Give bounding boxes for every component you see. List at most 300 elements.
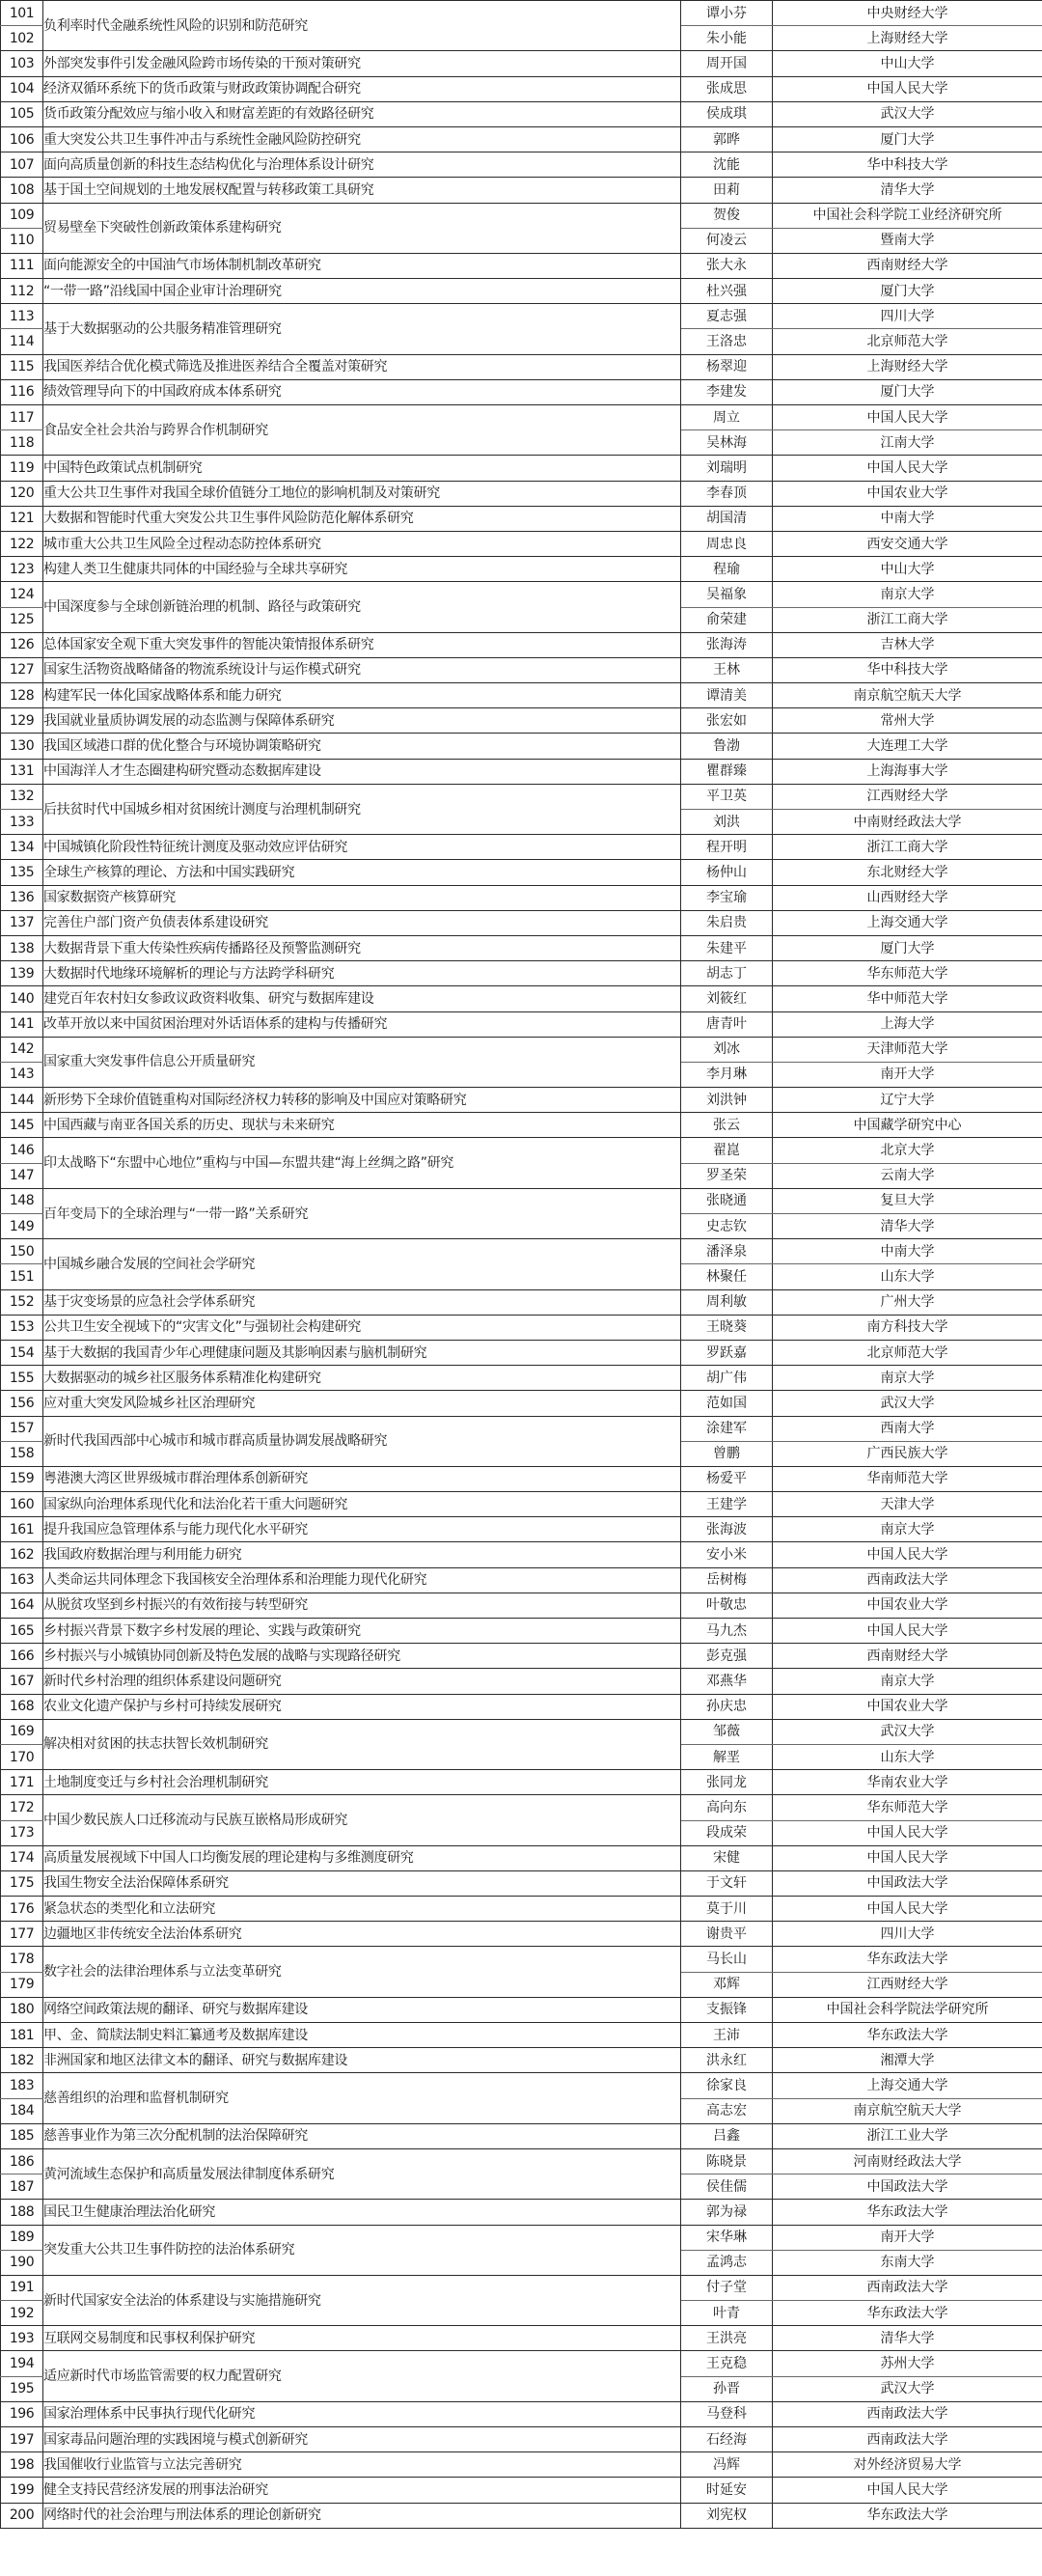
institution: 西南财经大学	[773, 1644, 1042, 1669]
table-row	[1, 2200, 1042, 2225]
institution: 浙江工商大学	[773, 607, 1042, 632]
principal-investigator: 付子堂	[681, 2275, 773, 2300]
institution: 中国人民大学	[773, 1619, 1042, 1644]
row-number: 106	[1, 126, 43, 152]
institution: 南方科技大学	[773, 1315, 1042, 1340]
institution: 华东政法大学	[773, 2301, 1042, 2326]
table-row	[1, 2503, 1042, 2528]
row-number: 123	[1, 557, 43, 582]
principal-investigator: 宋健	[681, 1845, 773, 1870]
principal-investigator: 朱小能	[681, 26, 773, 51]
institution: 厦门大学	[773, 935, 1042, 960]
project-title: 国家重大突发事件信息公开质量研究	[43, 1037, 681, 1087]
principal-investigator: 张海波	[681, 1517, 773, 1542]
principal-investigator: 刘筱红	[681, 986, 773, 1011]
institution: 武汉大学	[773, 2376, 1042, 2401]
table-row	[1, 784, 1042, 809]
institution: 东南大学	[773, 2250, 1042, 2275]
institution: 山东大学	[773, 1264, 1042, 1289]
project-title: 新时代我国西部中心城市和城市群高质量协调发展战略研究	[43, 1416, 681, 1466]
project-title: 高质量发展视域下中国人口均衡发展的理论建构与多维测度研究	[43, 1845, 681, 1870]
table-row	[1, 860, 1042, 885]
principal-investigator: 俞荣建	[681, 607, 773, 632]
table-row	[1, 910, 1042, 935]
institution: 上海交通大学	[773, 910, 1042, 935]
row-number: 178	[1, 1947, 43, 1972]
row-number: 126	[1, 632, 43, 657]
project-title: 基于大数据的我国青少年心理健康问题及其影响因素与脑机制研究	[43, 1340, 681, 1365]
table-row	[1, 304, 1042, 329]
row-number: 167	[1, 1669, 43, 1694]
row-number: 179	[1, 1972, 43, 1997]
principal-investigator: 李建发	[681, 379, 773, 404]
principal-investigator: 彭克强	[681, 1644, 773, 1669]
project-title: 基于灾变场景的应急社会学体系研究	[43, 1289, 681, 1315]
principal-investigator: 唐青叶	[681, 1011, 773, 1037]
project-title: 负利率时代金融系统性风险的识别和防范研究	[43, 1, 681, 51]
institution: 中国社会科学院工业经济研究所	[773, 203, 1042, 228]
project-title: “一带一路”沿线国中国企业审计治理研究	[43, 279, 681, 304]
project-title: 全球生产核算的理论、方法和中国实践研究	[43, 860, 681, 885]
principal-investigator: 谢贵平	[681, 1922, 773, 1947]
project-title: 适应新时代市场监管需要的权力配置研究	[43, 2351, 681, 2401]
row-number: 139	[1, 961, 43, 986]
table-row	[1, 152, 1042, 178]
table-row	[1, 1466, 1042, 1491]
row-number: 191	[1, 2275, 43, 2300]
principal-investigator: 张晓通	[681, 1188, 773, 1213]
institution: 武汉大学	[773, 1719, 1042, 1744]
principal-investigator: 朱建平	[681, 935, 773, 960]
project-title: 慈善组织的治理和监督机制研究	[43, 2073, 681, 2123]
table-row	[1, 1593, 1042, 1618]
principal-investigator: 何凌云	[681, 228, 773, 253]
row-number: 152	[1, 1289, 43, 1315]
institution: 中央财经大学	[773, 1, 1042, 26]
row-number: 169	[1, 1719, 43, 1744]
table-row	[1, 1922, 1042, 1947]
table-row	[1, 101, 1042, 126]
table-row	[1, 2275, 1042, 2300]
table-row	[1, 2148, 1042, 2174]
row-number: 136	[1, 885, 43, 910]
table-row	[1, 379, 1042, 404]
table-row	[1, 1239, 1042, 1264]
row-number: 142	[1, 1037, 43, 1062]
principal-investigator: 田莉	[681, 178, 773, 203]
row-number: 168	[1, 1694, 43, 1719]
table-row	[1, 1770, 1042, 1795]
project-title: 互联网交易制度和民事权利保护研究	[43, 2326, 681, 2351]
project-title: 网络时代的社会治理与刑法体系的理论创新研究	[43, 2503, 681, 2528]
row-number: 145	[1, 1113, 43, 1138]
institution: 中国人民大学	[773, 456, 1042, 481]
principal-investigator: 张同龙	[681, 1770, 773, 1795]
institution: 武汉大学	[773, 1391, 1042, 1416]
project-title: 黄河流域生态保护和高质量发展法律制度体系研究	[43, 2148, 681, 2199]
institution: 江南大学	[773, 430, 1042, 456]
row-number: 133	[1, 810, 43, 835]
principal-investigator: 曾鹏	[681, 1441, 773, 1466]
principal-investigator: 王林	[681, 657, 773, 682]
project-title: 大数据驱动的城乡社区服务体系精准化构建研究	[43, 1366, 681, 1391]
project-title: 我国催收行业监管与立法完善研究	[43, 2452, 681, 2478]
row-number: 173	[1, 1820, 43, 1845]
project-list-body	[1, 1, 1042, 2529]
row-number: 180	[1, 1997, 43, 2022]
principal-investigator: 高志宏	[681, 2098, 773, 2123]
row-number: 157	[1, 1416, 43, 1441]
principal-investigator: 叶敬忠	[681, 1593, 773, 1618]
institution: 中国农业大学	[773, 1593, 1042, 1618]
project-title: 农业文化遗产保护与乡村可持续发展研究	[43, 1694, 681, 1719]
institution: 中国人民大学	[773, 1542, 1042, 1567]
row-number: 193	[1, 2326, 43, 2351]
table-row	[1, 1315, 1042, 1340]
table-row	[1, 126, 1042, 152]
project-title: 甲、金、简牍法制史料汇纂通考及数据库建设	[43, 2023, 681, 2048]
institution: 中国政法大学	[773, 1870, 1042, 1896]
project-title: 中国城乡融合发展的空间社会学研究	[43, 1239, 681, 1289]
table-row	[1, 2073, 1042, 2098]
row-number: 125	[1, 607, 43, 632]
principal-investigator: 翟崑	[681, 1138, 773, 1163]
table-row	[1, 986, 1042, 1011]
principal-investigator: 杜兴强	[681, 279, 773, 304]
institution: 西南政法大学	[773, 2401, 1042, 2426]
row-number: 138	[1, 935, 43, 960]
principal-investigator: 郭为禄	[681, 2200, 773, 2225]
project-title: 人类命运共同体理念下我国核安全治理体系和治理能力现代化研究	[43, 1567, 681, 1593]
project-title: 新时代乡村治理的组织体系建设问题研究	[43, 1669, 681, 1694]
project-title: 国家毒品问题治理的实践困境与模式创新研究	[43, 2427, 681, 2452]
row-number: 197	[1, 2427, 43, 2452]
institution: 华中师范大学	[773, 986, 1042, 1011]
institution: 清华大学	[773, 1214, 1042, 1239]
principal-investigator: 岳树梅	[681, 1567, 773, 1593]
table-row	[1, 1542, 1042, 1567]
project-title: 健全支持民营经济发展的刑事法治研究	[43, 2478, 681, 2503]
project-title: 中国海洋人才生态圈建构研究暨动态数据库建设	[43, 759, 681, 784]
project-title: 百年变局下的全球治理与“一带一路”关系研究	[43, 1188, 681, 1238]
principal-investigator: 冯辉	[681, 2452, 773, 2478]
institution: 天津大学	[773, 1492, 1042, 1517]
table-row	[1, 51, 1042, 76]
row-number: 196	[1, 2401, 43, 2426]
table-row	[1, 1694, 1042, 1719]
table-row	[1, 1492, 1042, 1517]
principal-investigator: 王沛	[681, 2023, 773, 2048]
project-title: 国家纵向治理体系现代化和法治化若干重大问题研究	[43, 1492, 681, 1517]
principal-investigator: 孟鸿志	[681, 2250, 773, 2275]
principal-investigator: 胡国清	[681, 506, 773, 531]
table-row	[1, 2401, 1042, 2426]
table-row	[1, 1845, 1042, 1870]
row-number: 127	[1, 657, 43, 682]
institution: 上海财经大学	[773, 26, 1042, 51]
table-row	[1, 1366, 1042, 1391]
institution: 西南政法大学	[773, 2275, 1042, 2300]
principal-investigator: 张云	[681, 1113, 773, 1138]
project-title: 重大公共卫生事件对我国全球价值链分工地位的影响机制及对策研究	[43, 481, 681, 506]
row-number: 161	[1, 1517, 43, 1542]
principal-investigator: 于文轩	[681, 1870, 773, 1896]
institution: 浙江工业大学	[773, 2123, 1042, 2148]
principal-investigator: 林聚任	[681, 1264, 773, 1289]
table-row	[1, 1870, 1042, 1896]
row-number: 177	[1, 1922, 43, 1947]
project-title: 大数据时代地缘环境解析的理论与方法跨学科研究	[43, 961, 681, 986]
institution: 南京大学	[773, 1366, 1042, 1391]
principal-investigator: 周开国	[681, 51, 773, 76]
row-number: 146	[1, 1138, 43, 1163]
table-row	[1, 2123, 1042, 2148]
project-title: 面向高质量创新的科技生态结构优化与治理体系设计研究	[43, 152, 681, 178]
table-row	[1, 1517, 1042, 1542]
principal-investigator: 夏志强	[681, 304, 773, 329]
project-title: 慈善事业作为第三次分配机制的法治保障研究	[43, 2123, 681, 2148]
row-number: 150	[1, 1239, 43, 1264]
project-title: 我国政府数据治理与利用能力研究	[43, 1542, 681, 1567]
row-number: 107	[1, 152, 43, 178]
table-row	[1, 1644, 1042, 1669]
institution: 华南农业大学	[773, 1770, 1042, 1795]
institution: 江西财经大学	[773, 784, 1042, 809]
project-title: 新形势下全球价值链重构对国际经济权力转移的影响及中国应对策略研究	[43, 1088, 681, 1113]
principal-investigator: 胡志丁	[681, 961, 773, 986]
table-row	[1, 279, 1042, 304]
table-row	[1, 885, 1042, 910]
table-row	[1, 203, 1042, 228]
principal-investigator: 侯成琪	[681, 101, 773, 126]
row-number: 102	[1, 26, 43, 51]
project-title: 大数据和智能时代重大突发公共卫生事件风险防范化解体系研究	[43, 506, 681, 531]
project-title: 提升我国应急管理体系与能力现代化水平研究	[43, 1517, 681, 1542]
row-number: 140	[1, 986, 43, 1011]
row-number: 121	[1, 506, 43, 531]
row-number: 135	[1, 860, 43, 885]
principal-investigator: 周利敏	[681, 1289, 773, 1315]
principal-investigator: 谭清美	[681, 683, 773, 708]
row-number: 132	[1, 784, 43, 809]
table-row	[1, 657, 1042, 682]
principal-investigator: 鲁渤	[681, 734, 773, 759]
row-number: 162	[1, 1542, 43, 1567]
institution: 华东师范大学	[773, 1795, 1042, 1820]
table-row	[1, 1037, 1042, 1062]
project-title: 国家生活物资战略储备的物流系统设计与运作模式研究	[43, 657, 681, 682]
table-row	[1, 935, 1042, 960]
row-number: 113	[1, 304, 43, 329]
institution: 上海财经大学	[773, 354, 1042, 379]
principal-investigator: 时延安	[681, 2478, 773, 2503]
institution: 厦门大学	[773, 126, 1042, 152]
institution: 中国政法大学	[773, 2174, 1042, 2200]
principal-investigator: 李月琳	[681, 1062, 773, 1087]
principal-investigator: 邹薇	[681, 1719, 773, 1744]
project-title: 我国医养结合优化模式筛选及推进医养结合全覆盖对策研究	[43, 354, 681, 379]
table-row	[1, 1567, 1042, 1593]
project-title: 基于大数据驱动的公共服务精准管理研究	[43, 304, 681, 354]
project-title: 乡村振兴背景下数字乡村发展的理论、实践与政策研究	[43, 1619, 681, 1644]
table-row	[1, 2351, 1042, 2376]
institution: 复旦大学	[773, 1188, 1042, 1213]
institution: 南开大学	[773, 2225, 1042, 2250]
institution: 北京大学	[773, 1138, 1042, 1163]
institution: 江西财经大学	[773, 1972, 1042, 1997]
project-title: 食品安全社会共治与跨界合作机制研究	[43, 405, 681, 456]
project-title: 大数据背景下重大传染性疾病传播路径及预警监测研究	[43, 935, 681, 960]
row-number: 120	[1, 481, 43, 506]
table-row	[1, 1, 1042, 26]
principal-investigator: 罗圣荣	[681, 1163, 773, 1188]
principal-investigator: 马登科	[681, 2401, 773, 2426]
row-number: 189	[1, 2225, 43, 2250]
table-row	[1, 506, 1042, 531]
institution: 中南财经政法大学	[773, 810, 1042, 835]
principal-investigator: 罗跃嘉	[681, 1340, 773, 1365]
principal-investigator: 杨爱平	[681, 1466, 773, 1491]
table-row	[1, 2427, 1042, 2452]
row-number: 101	[1, 1, 43, 26]
principal-investigator: 王克稳	[681, 2351, 773, 2376]
table-row	[1, 178, 1042, 203]
institution: 中国人民大学	[773, 2478, 1042, 2503]
institution: 中国社会科学院法学研究所	[773, 1997, 1042, 2022]
project-title: 后扶贫时代中国城乡相对贫困统计测度与治理机制研究	[43, 784, 681, 834]
institution: 西南财经大学	[773, 253, 1042, 278]
institution: 中国人民大学	[773, 1845, 1042, 1870]
institution: 上海交通大学	[773, 2073, 1042, 2098]
table-row	[1, 1719, 1042, 1744]
project-title: 公共卫生安全视域下的“灾害文化”与强韧社会构建研究	[43, 1315, 681, 1340]
row-number: 124	[1, 582, 43, 607]
institution: 厦门大学	[773, 279, 1042, 304]
table-row	[1, 1416, 1042, 1441]
row-number: 147	[1, 1163, 43, 1188]
principal-investigator: 范如国	[681, 1391, 773, 1416]
principal-investigator: 王晓葵	[681, 1315, 773, 1340]
institution: 中国农业大学	[773, 481, 1042, 506]
table-row	[1, 1340, 1042, 1365]
project-title: 新时代国家安全法治的体系建设与实施措施研究	[43, 2275, 681, 2325]
row-number: 186	[1, 2148, 43, 2174]
project-title: 印太战略下“东盟中心地位”重构与中国—东盟共建“海上丝绸之路”研究	[43, 1138, 681, 1188]
principal-investigator: 吴福象	[681, 582, 773, 607]
row-number: 151	[1, 1264, 43, 1289]
row-number: 143	[1, 1062, 43, 1087]
row-number: 158	[1, 1441, 43, 1466]
institution: 南京大学	[773, 1517, 1042, 1542]
principal-investigator: 王建学	[681, 1492, 773, 1517]
project-title: 粤港澳大湾区世界级城市群治理体系创新研究	[43, 1466, 681, 1491]
institution: 南京大学	[773, 582, 1042, 607]
institution: 华南师范大学	[773, 1466, 1042, 1491]
institution: 大连理工大学	[773, 734, 1042, 759]
institution: 中国人民大学	[773, 405, 1042, 430]
row-number: 200	[1, 2503, 43, 2528]
project-title: 绩效管理导向下的中国政府成本体系研究	[43, 379, 681, 404]
institution: 天津师范大学	[773, 1037, 1042, 1062]
project-title: 从脱贫攻坚到乡村振兴的有效衔接与转型研究	[43, 1593, 681, 1618]
principal-investigator: 安小米	[681, 1542, 773, 1567]
institution: 东北财经大学	[773, 860, 1042, 885]
row-number: 183	[1, 2073, 43, 2098]
table-row	[1, 759, 1042, 784]
table-row	[1, 1619, 1042, 1644]
institution: 华东政法大学	[773, 1947, 1042, 1972]
principal-investigator: 张海涛	[681, 632, 773, 657]
institution: 西南大学	[773, 1416, 1042, 1441]
institution: 广州大学	[773, 1289, 1042, 1315]
principal-investigator: 支振锋	[681, 1997, 773, 2022]
institution: 华东政法大学	[773, 2023, 1042, 2048]
principal-investigator: 孙晋	[681, 2376, 773, 2401]
row-number: 156	[1, 1391, 43, 1416]
row-number: 148	[1, 1188, 43, 1213]
row-number: 149	[1, 1214, 43, 1239]
principal-investigator: 张大永	[681, 253, 773, 278]
row-number: 171	[1, 1770, 43, 1795]
table-row	[1, 1011, 1042, 1037]
project-title: 中国特色政策试点机制研究	[43, 456, 681, 481]
principal-investigator: 陈晓景	[681, 2148, 773, 2174]
principal-investigator: 潘泽泉	[681, 1239, 773, 1264]
row-number: 185	[1, 2123, 43, 2148]
project-title: 我国区域港口群的优化整合与环境协调策略研究	[43, 734, 681, 759]
principal-investigator: 马长山	[681, 1947, 773, 1972]
institution: 中山大学	[773, 557, 1042, 582]
row-number: 184	[1, 2098, 43, 2123]
table-row	[1, 2478, 1042, 2503]
institution: 暨南大学	[773, 228, 1042, 253]
institution: 对外经济贸易大学	[773, 2452, 1042, 2478]
institution: 浙江工商大学	[773, 835, 1042, 860]
principal-investigator: 李春顶	[681, 481, 773, 506]
table-row	[1, 1997, 1042, 2022]
project-title: 我国生物安全法治保障体系研究	[43, 1870, 681, 1896]
principal-investigator: 王洛忠	[681, 329, 773, 354]
table-row	[1, 2048, 1042, 2073]
institution: 华中科技大学	[773, 152, 1042, 178]
table-row	[1, 2023, 1042, 2048]
institution: 辽宁大学	[773, 1088, 1042, 1113]
project-title: 城市重大公共卫生风险全过程动态防控体系研究	[43, 531, 681, 556]
row-number: 181	[1, 2023, 43, 2048]
principal-investigator: 贺俊	[681, 203, 773, 228]
institution: 中山大学	[773, 51, 1042, 76]
principal-investigator: 马九杰	[681, 1619, 773, 1644]
row-number: 195	[1, 2376, 43, 2401]
row-number: 117	[1, 405, 43, 430]
project-title: 国家数据资产核算研究	[43, 885, 681, 910]
row-number: 155	[1, 1366, 43, 1391]
project-title: 重大突发公共卫生事件冲击与系统性金融风险防控研究	[43, 126, 681, 152]
principal-investigator: 段成荣	[681, 1820, 773, 1845]
institution: 西南政法大学	[773, 1567, 1042, 1593]
institution: 苏州大学	[773, 2351, 1042, 2376]
principal-investigator: 高向东	[681, 1795, 773, 1820]
table-row	[1, 354, 1042, 379]
table-row	[1, 683, 1042, 708]
institution: 中国藏学研究中心	[773, 1113, 1042, 1138]
principal-investigator: 胡广伟	[681, 1366, 773, 1391]
principal-investigator: 吴林海	[681, 430, 773, 456]
principal-investigator: 朱启贵	[681, 910, 773, 935]
institution: 河南财经政法大学	[773, 2148, 1042, 2174]
table-row	[1, 1897, 1042, 1922]
principal-investigator: 周立	[681, 405, 773, 430]
